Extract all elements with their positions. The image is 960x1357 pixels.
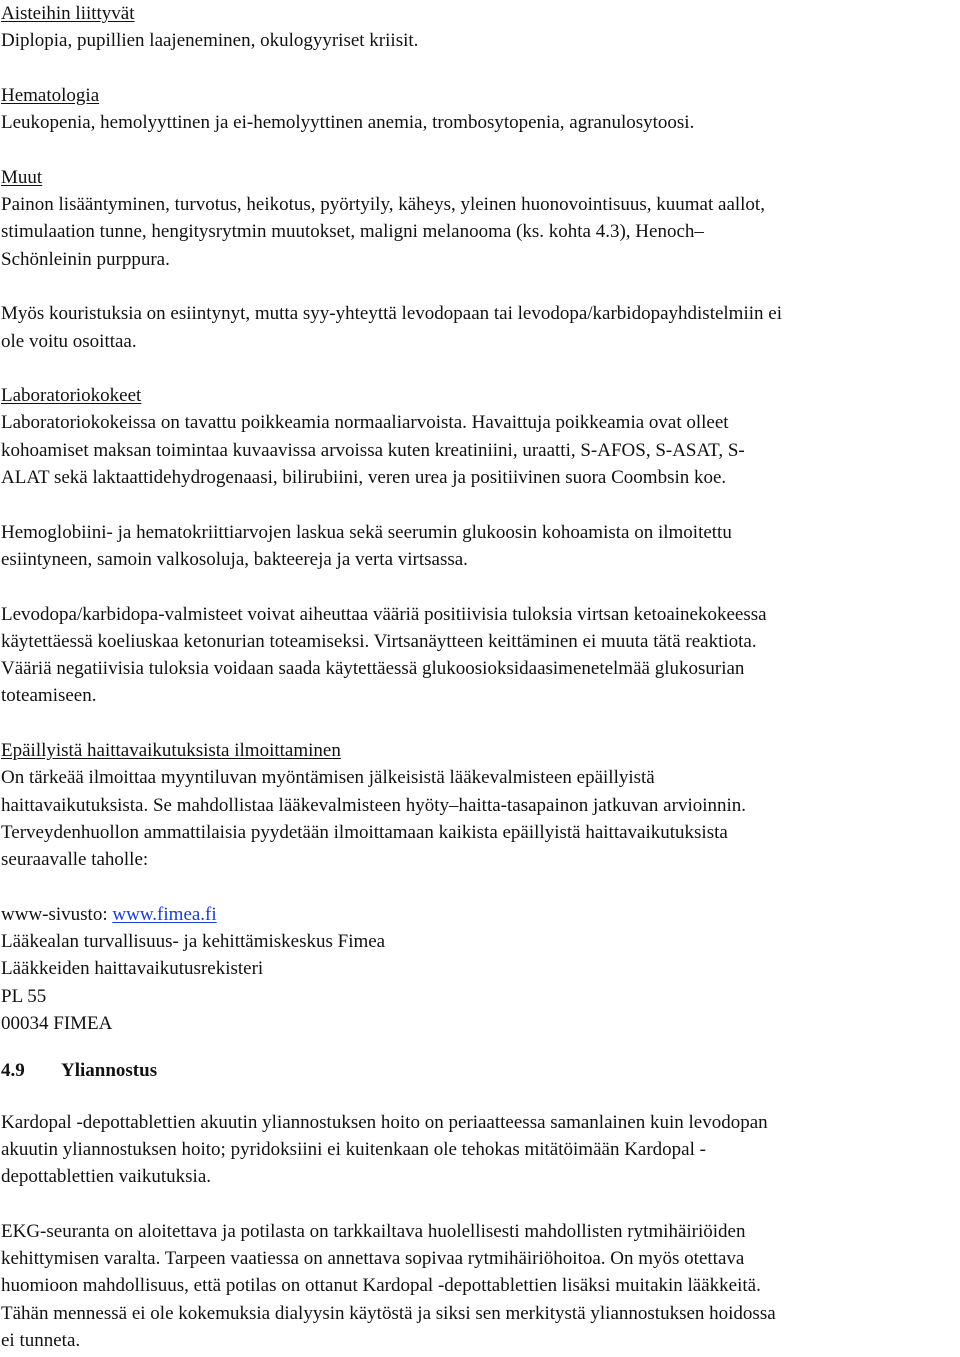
section-number: 4.9 [1,1060,25,1082]
spacer [1,55,958,82]
section-heading-yliannostus [1,1057,958,1084]
paragraph-line: Hemoglobiini- ja hematokriittiarvojen laskua sekä seerumin glukoosin kohoamista on ilmoitettu [1,521,732,543]
paragraph-line: Laboratoriokokeissa on tavattu poikkeamia normaaliarvoista. Havaittuja poikkeamia ovat olleet [1,412,729,434]
paragraph-line: Schönleinin purppura. [1,248,170,270]
paragraph-line: huomioon mahdollisuus, että potilas on ottanut Kardopal -depottablettien lisäksi muitakin lääkkeitä. [1,1275,761,1297]
website-label: www-sivusto: [1,903,113,925]
paragraph-line: Myös kouristuksia on esiintynyt, mutta syy-yhteyttä levodopaan tai levodopa/karbidopayhdistelmiin ei [1,303,782,325]
spacer [1,1190,958,1217]
paragraph-line: käytettäessä koeliuskaa ketonurian toteamiseksi. Virtsanäytteen keittäminen ei muuta tätä reaktiota. [1,630,757,652]
paragraph-line: Kardopal -depottablettien akuutin yliannostuksen hoito on periaatteessa samanlainen kuin levodopan [1,1111,768,1133]
paragraph-line: kohoamiset maksan toimintaa kuvaavissa arvoissa kuten kreatiniini, uraatti, S-AFOS, S-ASAT, S- [1,439,745,461]
paragraph-line: toteamiseen. [1,685,97,707]
spacer [1,1085,958,1109]
contact-line: 00034 FIMEA [1,1012,113,1034]
fimea-link[interactable]: www.fimea.fi [112,903,217,925]
spacer [1,491,958,518]
spacer [1,273,958,300]
spacer [1,573,958,600]
contact-line: PL 55 [1,985,47,1007]
spacer [1,710,958,737]
paragraph-line: stimulaation tunne, hengitysrytmin muutokset, maligni melanooma (ks. kohta 4.3), Henoch– [1,221,704,243]
contact-line: Lääkealan turvallisuus- ja kehittämiskeskus Fimea [1,931,386,953]
paragraph-line: EKG-seuranta on aloitettava ja potilasta on tarkkailtava huolellisesti mahdollisten rytmihäiriöiden [1,1220,746,1242]
section-heading-muut: Muut [1,166,43,188]
paragraph-line: Diplopia, pupillien laajeneminen, okulogyyriset kriisit. [1,30,419,52]
section-heading-laboratoriokokeet: Laboratoriokokeet [1,385,142,407]
spacer [1,355,958,382]
paragraph-line: Levodopa/karbidopa-valmisteet voivat aiheuttaa vääriä positiivisia tuloksia virtsan ketoainekokeessa [1,603,767,625]
section-heading-hematologia: Hematologia [1,84,100,106]
paragraph-line: kehittymisen varalta. Tarpeen vaatiessa on annettava sopivaa rytmihäiriöhoitoa. On myös otettava [1,1248,745,1270]
paragraph-line: Painon lisääntyminen, turvotus, heikotus, pyörtyily, käheys, yleinen huonovointisuus, kuumat aallot, [1,194,765,216]
paragraph-line: esiintyneen, samoin valkosoluja, bakteereja ja verta virtsassa. [1,548,468,570]
paragraph-line: ei tunneta. [1,1329,81,1351]
section-heading-ilmoittaminen: Epäillyistä haittavaikutuksista ilmoittaminen [1,740,341,762]
section-title: Yliannostus [61,1060,158,1082]
spacer [1,874,958,901]
paragraph-line: Leukopenia, hemolyyttinen ja ei-hemolyyttinen anemia, trombosytopenia, agranulosytoosi. [1,112,695,134]
contact-line: Lääkkeiden haittavaikutusrekisteri [1,958,264,980]
paragraph-line: akuutin yliannostuksen hoito; pyridoksiini ei kuitenkaan ole tehokas mitätöimään Kardopal - [1,1138,706,1160]
paragraph-line: seuraavalle taholle: [1,849,149,871]
paragraph-line: ole voitu osoittaa. [1,330,137,352]
section-heading-aisteihin: Aisteihin liittyvät [1,3,135,24]
spacer [1,1037,958,1057]
paragraph-line: Vääriä negatiivisia tuloksia voidaan saada käytettäessä glukoosioksidaasimenetelmää glukosurian [1,658,745,680]
paragraph-line: Terveydenhuollon ammattilaisia pyydetään ilmoittamaan kaikista epäillyistä haittavaikutuksista [1,821,728,843]
spacer [1,136,958,163]
paragraph-line: ALAT sekä laktaattidehydrogenaasi, bilirubiini, veren urea ja positiivinen suora Coombsin koe. [1,467,727,489]
paragraph-line: On tärkeää ilmoittaa myyntiluvan myöntämisen jälkeisistä lääkevalmisteen epäillyistä [1,767,655,789]
paragraph-line: Tähän mennessä ei ole kokemuksia dialyysin käytöstä ja siksi sen merkitystä yliannostuksen hoidossa [1,1302,776,1324]
contact-website-line [1,901,958,928]
paragraph-line: haittavaikutuksista. Se mahdollistaa lääkevalmisteen hyöty–haitta-tasapainon jatkuvan arvioinnin. [1,794,747,816]
paragraph-line: depottablettien vaikutuksia. [1,1166,212,1188]
